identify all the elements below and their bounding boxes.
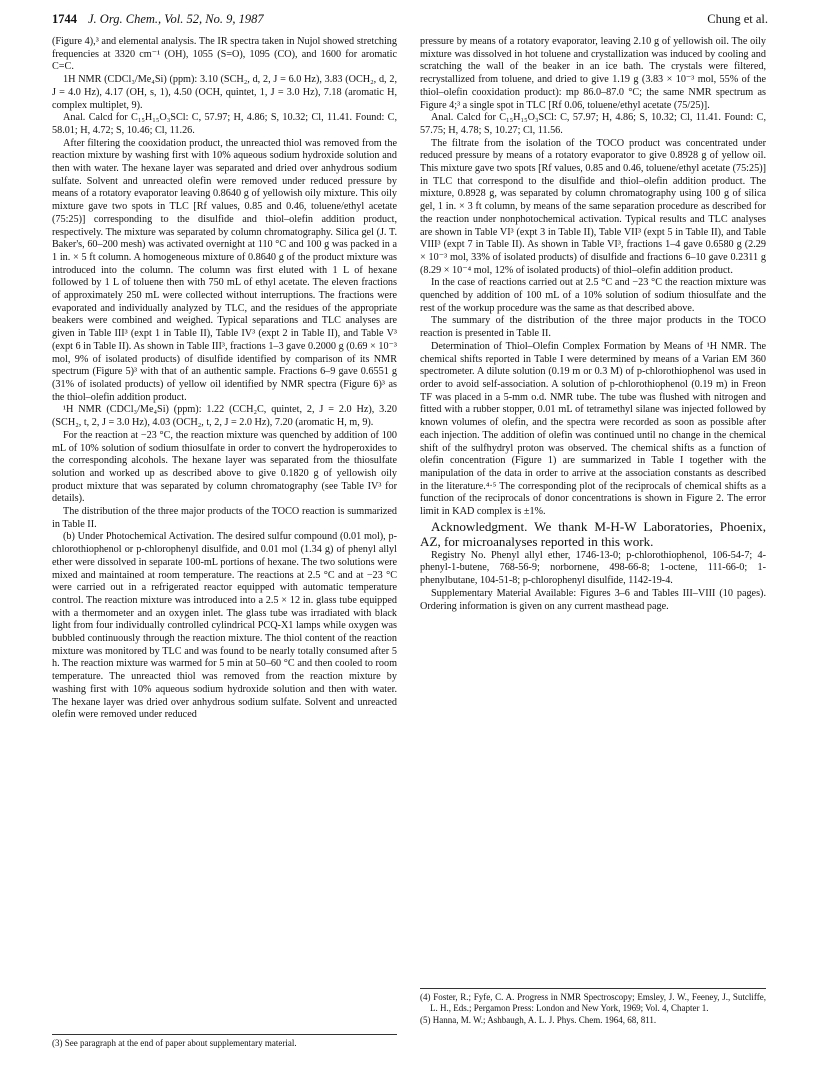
paragraph: (Figure 4),³ and elemental analysis. The IR spectra taken in Nujol showed stretching frequencies at 3320 cm⁻¹ (OH), 1055 (S=O), 1095 (CO), and 1600 for aromatic C=C.	[52, 36, 397, 73]
paragraph: The summary of the distribution of the three major products in the TOCO reaction is presented in Table II.	[420, 315, 766, 340]
paragraph: 1H NMR (CDCl₃/Me₄Si) (ppm): 3.10 (SCH₂, d, 2, J = 6.0 Hz), 3.83 (OCH₂, d, 2, J = 4.0 Hz), 4.17 (OH, s, 1), 4.50 (OCH, quintet, 1, J = 3.0 Hz), 7.18 (aromatic H, complex multiplet, 9).	[52, 74, 397, 111]
footnote-3: (3) See paragraph at the end of paper about supplementary material.	[52, 1038, 297, 1048]
right-column	[420, 36, 766, 613]
journal-name: J. Org. Chem., Vol. 52, No. 9, 1987	[88, 12, 264, 26]
paragraph: Determination of Thiol–Olefin Complex Formation by Means of ¹H NMR. The chemical shifts reported in Table I were determined by means of a Varian EM 360 spectrometer. A dilute solution (0.19 m or 0.3 M) of p-chlorothiophenol was used in order to avoid self-association. A solution of p-chlorothiophenol (0.19 m) in Freon TF was placed in a 5-mm o.d. NMR tube. The tube was flushed with nitrogen and fitted with a rubber stopper, 0.01 mL of tetramethyl silane was injected followed by known volumes of olefin, and the spectra were recorded as soon as possible after each injection. The addition of olefin was continued until no change in the chemical shift of the sulfhydryl proton was observed. The chemical shifts as a function of olefin concentration (Figure 1) are summarized in Table I together with the manipulation of the data in order to arrive at the association constants as described in the literature.⁴·⁵ The corresponding plot of the reciprocals of chemical shifts as a function of the reciprocals of donor concentrations is shown in Figure 2. The error limit in KAD complex is ±1%.	[420, 340, 766, 518]
page-number: 1744	[52, 12, 77, 26]
paragraph: (b) Under Photochemical Activation. The desired sulfur compound (0.01 mol), p-chlorothiophenol or p-chlorophenyl disulfide, and 0.01 mol (1.34 g) of phenyl allyl ether were dissolved in separate 100-mL portions of hexane. The two solutions were mixed and maintained at room temperature. The reactions at 2.5 °C and at −23 °C were carried out in a refrigerated reactor equipped with automatic temperature control. The reaction mixture was introduced into a 2.5 × 12 in. glass tube equipped with a thermometer and an oxygen inlet. The glass tube was irradiated with black light from four individually controlled cylindrical PCQ-X1 lamps while oxygen was bubbled continuously through the reaction mixture. The thiol content of the reaction mixture was monitored by TLC and was found to be nearly totally consumed after 5 h. The reaction mixture was warmed for 5 min at 50–60 °C and then cooled to room temperature. The unreacted thiol was removed from the reaction mixture by washing first with 10% aqueous sodium hydroxide solution and then with water. The hexane layer was dried over anhydrous sodium sulfate. Solvent and unreacted olefin were removed under reduced	[52, 531, 397, 721]
paragraph: Anal. Calcd for C₁₅H₁₅O₃SCl: C, 57.97; H, 4.86; S, 10.32; Cl, 11.41. Found: C, 58.01; H, 4.72; S, 10.46; Cl, 11.26.	[52, 112, 397, 136]
running-authors: Chung et al.	[707, 12, 768, 26]
footnote-4: (4) Foster, R.; Fyfe, C. A. Progress in NMR Spectroscopy; Emsley, J. W., Feeney, J., Sutcliffe, L. H., Eds.; Pergamon Press: London and New York, 1969; Vol. 4, Chapter 1.	[420, 992, 766, 1013]
paragraph: ¹H NMR (CDCl₃/Me₄Si) (ppm): 1.22 (CCH₂C, quintet, 2, J = 2.0 Hz), 3.20 (SCH₂, t, 2, J = 3.0 Hz), 4.03 (OCH₂, t, 2, J = 2.0 Hz), 7.20 (aromatic H, m, 9).	[52, 404, 397, 429]
journal-citation	[88, 12, 264, 27]
supplementary-material: Supplementary Material Available: Figures 3–6 and Tables III–VIII (10 pages). Ordering information is given on any current masthead page.	[420, 587, 766, 612]
paragraph: The filtrate from the isolation of the TOCO product was concentrated under reduced pressure by means of a rotatory evaporator to give 0.8928 g of yellow oil. This mixture gave two spots [Rf values, 0.85 and 0.46, toluene/ethyl acetate (75:25)] in TLC that correspond to the disulfide and thiol–olefin addition product. The mixture, 0.8928 g, was separated by column chromatography using 100 g of silica gel, 1 in. × 3 ft column, by means of the same separation procedure as described for the reaction under nonphotochemical activation. Typical results and TLC analyses are shown in Table VI³ (expt 3 in Table II), Table VII³ (expt 5 in Table II), and Table VIII³ (expt 7 in Table II). As shown in Table VI³, fractions 1–4 gave 0.6580 g (2.29 × 10⁻³ mol, 33% of isolated products) of disulfide and fractions 6–10 gave 0.2311 g (8.29 × 10⁻⁴ mol, 12% of isolated products) of thiol–olefin addition product.	[420, 137, 766, 276]
acknowledgment: Acknowledgment. We thank M-H-W Laboratories, Phoenix, AZ, for microanalyses reported in this work.	[420, 518, 766, 550]
paragraph: For the reaction at −23 °C, the reaction mixture was quenched by addition of 100 mL of 10% solution of sodium thiosulfate in order to convert the hydroperoxides to the corresponding alcohols. The hexane layer was separated from the thiosulfate solution and worked up as described above to give 0.1820 g of yellowish oily product mixture that was separated by column chromatography (see Table IV³ for details).	[52, 429, 397, 505]
registry-numbers: Registry No. Phenyl allyl ether, 1746-13-0; p-chlorothiophenol, 106-54-7; 4-phenyl-1-butene, 768-56-9; norbornene, 498-66-8; 1-octene, 111-66-0; 1-phenylbutane, 104-51-8; p-chlorophenyl disulfide, 1142-19-4.	[420, 549, 766, 587]
paragraph: pressure by means of a rotatory evaporator, leaving 2.10 g of yellowish oil. The oily mixture was dissolved in hot toluene and crystallization was induced by cooling and scratching the wall of the beaker in an ice bath. The crystals were filtered, recrystallized from toluene, and dried to give 1.19 g (3.83 × 10⁻³ mol, 55% of the thiol–olefin cooxidation product): mp 86.0–87.0 °C; the same NMR spectrum as Figure 4;³ a single spot in TLC [Rf 0.06, toluene/ethyl acetate (75/25)].	[420, 36, 766, 111]
paragraph: The distribution of the three major products of the TOCO reaction is summarized in Table II.	[52, 506, 397, 530]
paragraph: In the case of reactions carried out at 2.5 °C and −23 °C the reaction mixture was quenched by addition of 100 mL of a 10% solution of sodium thiosulfate and the rest of the workup procedure was the same as that described above.	[420, 277, 766, 314]
paragraph: After filtering the cooxidation product, the unreacted thiol was removed from the reaction mixture by washing first with 10% aqueous sodium hydroxide solution and then with water. The hexane layer was separated and dried over anhydrous sodium sulfate. Solvent and unreacted olefin were removed under reduced pressure by means of a rotatory evaporator leaving 0.8640 g of yellowish oily mixture. This oily mixture gave two spots in TLC [Rf values, 0.85 and 0.46, toluene/ethyl acetate (75:25)] corresponding to the disulfide and thiol–olefin addition product, respectively. The mixture was separated by column chromatography. Silica gel (J. T. Baker's, 60–200 mesh) was activated overnight at 110 °C and 100 g was packed in a 1 in. × 5 ft column. A homogeneous mixture of 0.8640 g of the product mixture was introduced into the column. The column was first eluted with 1 L of hexane followed by 1 L of toluene then with 750 mL of ethyl acetate. The eleven fractions of approximately 250 mL were collected without interruptions. The fractions were evaporated and individually analyzed by TLC, and the residues of the appropriate beakers were combined and weighed. Typical separations and TLC analyses are given in Table III³ (expt 1 in Table II), Table IV³ (expt 2 in Table II), and Table V³ (expt 6 in Table II). As shown in Table III³, fractions 1–3 gave 0.2000 g (0.69 × 10⁻³ mol, 9% of isolated products) of disulfide identified by comparison of its NMR spectrum (Figure 5)³ with that of an authentic sample. Fractions 6–9 gave 0.6551 g (31% of isolated products) of yellow oil identified by NMR spectra (Figure 6)³ as the thiol–olefin addition product.	[52, 137, 397, 403]
paragraph: Anal. Calcd for C₁₅H₁₅O₃SCl: C, 57.97; H, 4.86; S, 10.32; Cl, 11.41. Found: C, 57.75; H, 4.78; S, 10.27; Cl, 11.56.	[420, 112, 766, 136]
left-column	[52, 36, 397, 722]
running-header	[52, 12, 768, 30]
footnote-5: (5) Hanna, M. W.; Ashbaugh, A. L. J. Phys. Chem. 1964, 68, 811.	[420, 1015, 657, 1025]
footnote-left	[52, 1034, 397, 1050]
footnotes-right	[420, 988, 766, 1027]
